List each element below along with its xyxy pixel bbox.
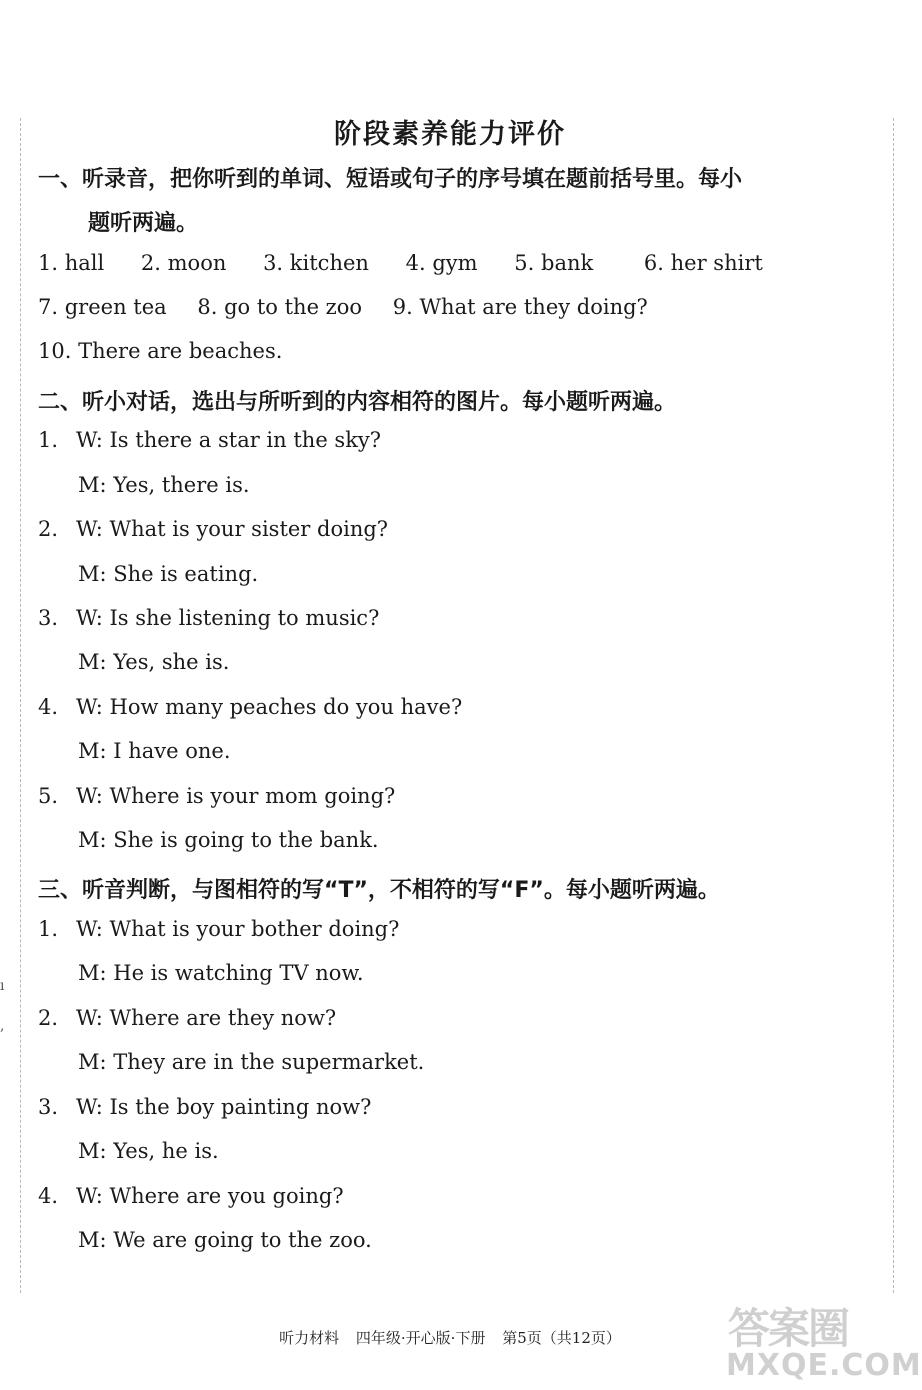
dialog-m: M: They are in the supermarket. — [78, 1050, 425, 1074]
watermark-url: MXQE.COM — [726, 1348, 922, 1383]
word-item: 3. kitchen — [263, 251, 369, 275]
footer-page: 第5页（共12页） — [502, 1329, 621, 1347]
word-item: 6. her shirt — [643, 251, 763, 275]
word-item: 5. bank — [514, 251, 594, 275]
word-item: 4. gym — [405, 251, 478, 275]
margin-mark: ı — [0, 978, 5, 994]
dialog-m: M: Yes, he is. — [78, 1139, 219, 1163]
dialog-m: M: Yes, she is. — [78, 650, 230, 674]
footer-material: 听力材料 — [279, 1329, 340, 1347]
dialog-w: 2. W: What is your sister doing? — [38, 517, 389, 541]
section1-row1 — [38, 251, 793, 275]
section3-heading: 三、听音判断，与图相符的写“T”，不相符的写“F”。每小题听两遍。 — [38, 878, 720, 903]
dialog-w: 2. W: Where are they now? — [38, 1006, 337, 1030]
right-dashed-margin — [893, 118, 894, 1293]
dialog-m: M: We are going to the zoo. — [78, 1228, 372, 1252]
margin-mark: , — [0, 1018, 5, 1034]
dialog-w: 3. W: Is she listening to music? — [38, 606, 380, 630]
dialog-m: M: She is eating. — [78, 562, 259, 586]
word-item: 9. What are they doing? — [392, 295, 648, 319]
dialog-m: M: She is going to the bank. — [78, 828, 379, 852]
watermark-logo — [722, 1296, 922, 1390]
dialog-w: 4. W: Where are you going? — [38, 1184, 344, 1208]
dialog-w: 5. W: Where is your mom going? — [38, 784, 396, 808]
dialog-w: 1. W: What is your bother doing? — [38, 917, 400, 941]
word-item: 1. hall — [38, 251, 105, 275]
word-item: 2. moon — [140, 251, 227, 275]
dialog-w: 4. W: How many peaches do you have? — [38, 695, 463, 719]
word-item: 8. go to the zoo — [197, 295, 363, 319]
word-item: 7. green tea — [38, 295, 167, 319]
left-dashed-margin — [20, 118, 21, 1293]
section1-heading-cont: 题听两遍。 — [88, 211, 199, 236]
dialog-m: M: He is watching TV now. — [78, 961, 364, 985]
dialog-m: M: Yes, there is. — [78, 473, 250, 497]
footer-edition: 四年级·开心版·下册 — [355, 1329, 486, 1347]
dialog-w: 1. W: Is there a star in the sky? — [38, 428, 382, 452]
section2-heading: 二、听小对话，选出与所听到的内容相符的图片。每小题听两遍。 — [38, 390, 677, 415]
dialog-w: 3. W: Is the boy painting now? — [38, 1095, 372, 1119]
dialog-m: M: I have one. — [78, 739, 231, 763]
watermark-text: 答案圈 — [728, 1304, 849, 1353]
section1-heading: 一、听录音，把你听到的单词、短语或句子的序号填在题前括号里。每小 — [38, 167, 743, 192]
section1-row3: 10. There are beaches. — [38, 339, 283, 363]
page-title: 阶段素养能力评价 — [334, 119, 566, 150]
section1-row2 — [38, 295, 678, 319]
